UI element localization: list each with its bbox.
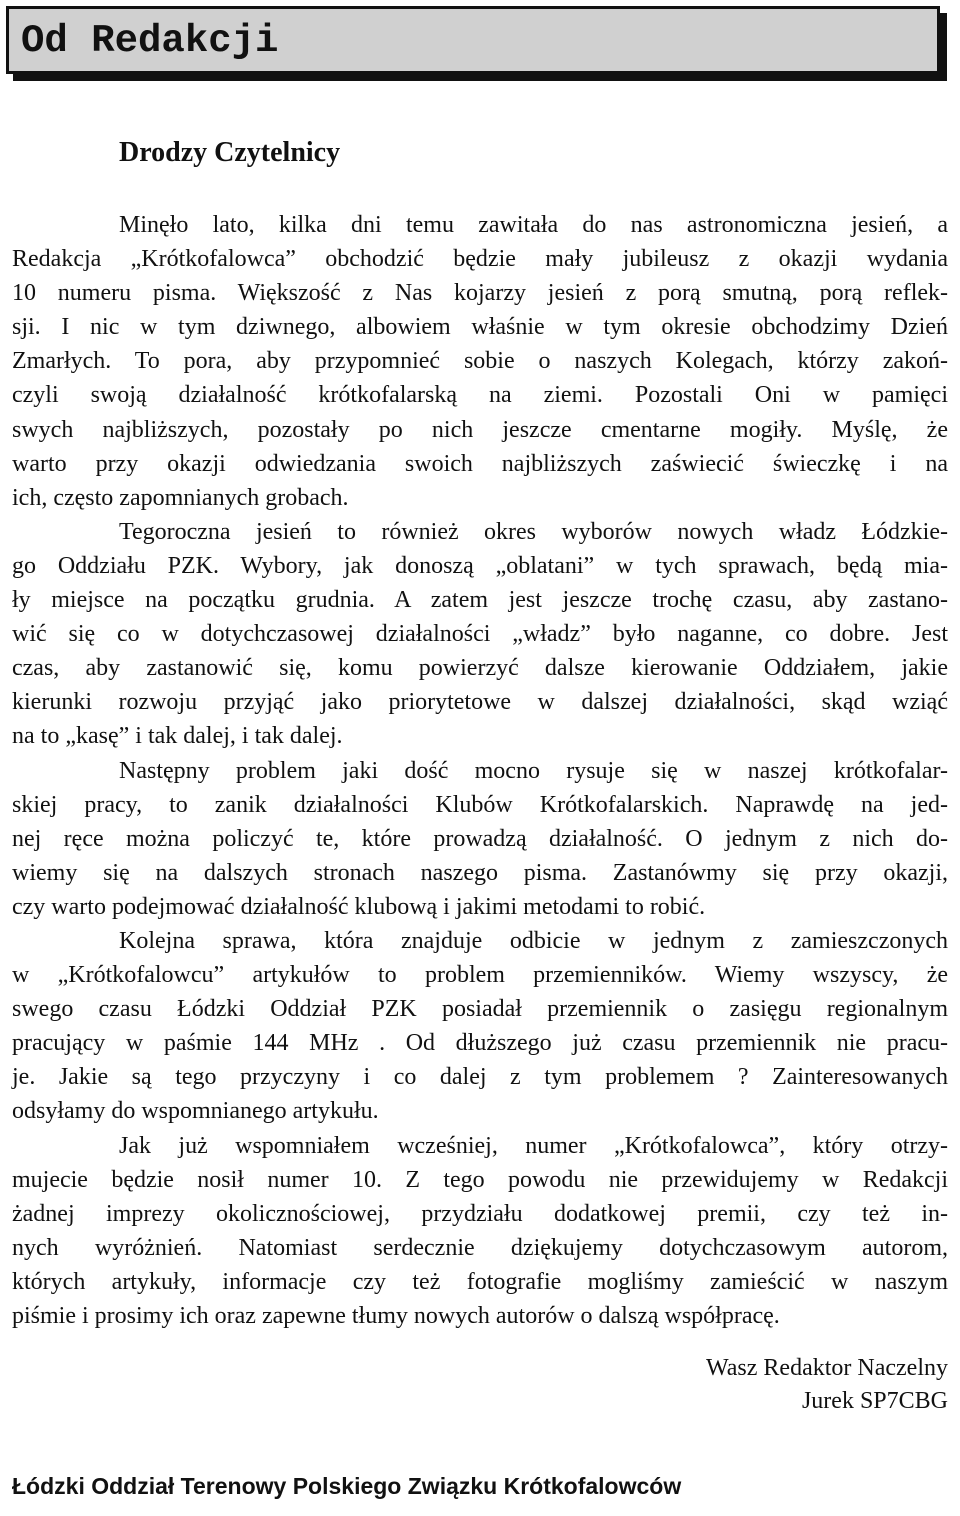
text-line: swych najbliższych, pozostały po nich jeszcze cmentarne mogiły. Myślę, że	[12, 416, 948, 443]
text-line: w „Krótkofalowcu” artykułów to problem przemienników. Wiemy wszyscy, że	[12, 962, 948, 989]
text-line: Kolejna sprawa, która znajduje odbicie w jednym z zamieszczonych	[119, 927, 948, 954]
signature-title: Wasz Redaktor Naczelny	[706, 1355, 948, 1381]
text-line: mujecie będzie nosił numer 10. Z tego powodu nie przewidujemy w Redakcji	[12, 1166, 948, 1193]
text-line: skiej pracy, to zanik działalności Klubów Krótkofalarskich. Naprawdę na jed-	[12, 791, 948, 818]
text-line: żadnej imprezy okolicznościowej, przydziału dodatkowej premii, czy też in-	[12, 1200, 948, 1227]
text-line: Tegoroczna jesień to również okres wyborów nowych władz Łódzkie-	[119, 518, 948, 545]
text-line: go Oddziału PZK. Wybory, jak donoszą „oblatani” w tych sprawach, będą mia-	[12, 552, 948, 579]
text-line: piśmie i prosimy ich oraz zapewne tłumy nowych autorów o dalszą współpracę.	[12, 1303, 780, 1329]
text-line: odsyłamy do wspomnianego artykułu.	[12, 1098, 379, 1125]
text-line: ły miejsce na początku grudnia. A zatem jest jeszcze trochę czasu, aby zastano-	[12, 587, 948, 614]
article-body	[12, 208, 948, 1333]
text-line: warto przy okazji odwiedzania swoich najbliższych zaświecić świeczkę i na	[12, 450, 948, 477]
text-line: Jak już wspomniałem wcześniej, numer „Krótkofalowca”, który otrzy-	[119, 1132, 948, 1159]
signature	[706, 1352, 948, 1418]
text-line: wić się co w dotychczasowej działalności „władz” było naganne, co dobre. Jest	[12, 621, 948, 648]
text-line: Następny problem jaki dość mocno rysuje się w naszej krótkofalar-	[119, 757, 948, 784]
text-line: 10 numeru pisma. Większość z Nas kojarzy jesień z porą smutną, porą reflek-	[12, 280, 948, 307]
text-line: wiemy się na dalszych stronach naszego pisma. Zastanówmy się przy okazji,	[12, 859, 948, 886]
text-line: Redakcja „Krótkofalowca” obchodzić będzie mały jubileusz z okazji wydania	[12, 246, 948, 273]
page-title: Od Redakcji	[21, 19, 279, 63]
text-line: nych wyróżnień. Natomiast serdecznie dziękujemy dotychczasowym autorom,	[12, 1234, 948, 1261]
text-line: na to „kasę” i tak dalej, i tak dalej.	[12, 723, 343, 750]
text-line: Minęło lato, kilka dni temu zawitała do nas astronomiczna jesień, a	[119, 212, 948, 238]
text-line: swego czasu Łódzki Oddział PZK posiadał przemiennik o zasięgu regionalnym	[12, 996, 948, 1023]
footer-organization: Łódzki Oddział Terenowy Polskiego Związku Krótkofalowców	[12, 1473, 682, 1499]
text-line: ich, często zapomnianych grobach.	[12, 484, 349, 511]
signature-name: Jurek SP7CBG	[801, 1388, 948, 1414]
text-line: kierunki rozwoju przyjąć jako priorytetowe w dalszej działalności, skąd wziąć	[12, 689, 948, 716]
text-line: sji. I nic w tym dziwnego, albowiem właśnie w tym okresie obchodzimy Dzień	[12, 314, 948, 341]
text-line: czy warto podejmować działalność klubową i jakimi metodami to robić.	[12, 893, 706, 920]
text-line: czyli swoją działalność krótkofalarską na ziemi. Pozostali Oni w pamięci	[12, 382, 948, 409]
text-line: je. Jakie są tego przyczyny i co dalej z tym problemem ? Zainteresowanych	[12, 1064, 948, 1091]
text-line: nej ręce można policzyć te, które prowadzą działalność. O jednym z nich do-	[12, 825, 948, 852]
text-line: czas, aby zastanowić się, komu powierzyć dalsze kierowanie Oddziałem, jakie	[12, 655, 948, 682]
text-line: których artykuły, informacje czy też fotografie mogliśmy zamieścić w naszym	[12, 1268, 948, 1295]
greeting-heading: Drodzy Czytelnicy	[119, 137, 341, 168]
header-box	[6, 6, 940, 74]
text-line: Zmarłych. To pora, aby przypomnieć sobie o naszych Kolegach, którzy zakoń-	[12, 348, 948, 375]
text-line: pracujący w paśmie 144 MHz . Od dłuższego już czasu przemiennik nie pracu-	[12, 1030, 948, 1057]
